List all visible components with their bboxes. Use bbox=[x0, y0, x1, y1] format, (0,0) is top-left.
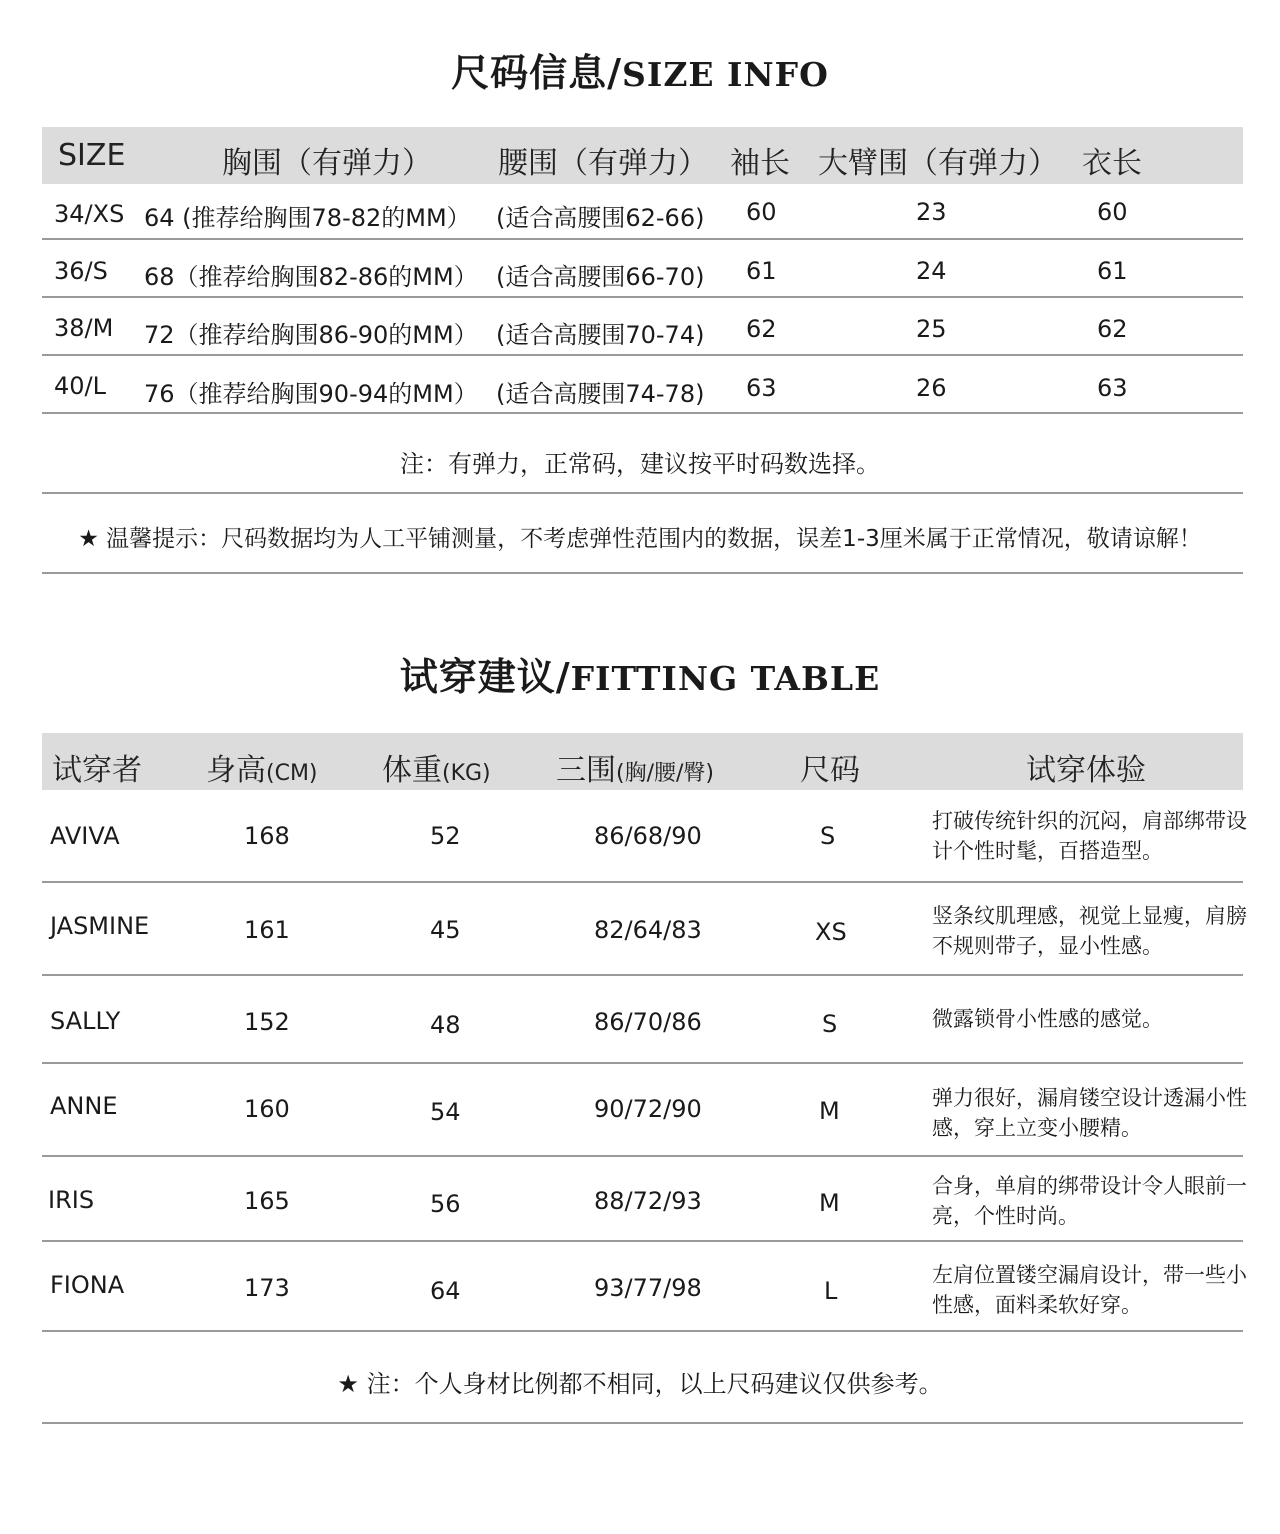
row-divider bbox=[42, 881, 1243, 883]
fit-header-height bbox=[206, 745, 318, 789]
size-info-title bbox=[0, 42, 1280, 97]
chest-cell: 64 (推荐给胸围78-82的MM） bbox=[144, 204, 471, 232]
size-cell: 40/L bbox=[54, 372, 106, 400]
row-divider bbox=[42, 1330, 1243, 1332]
fit-header-weight bbox=[382, 745, 491, 789]
fit-header-weight-unit: (KG) bbox=[442, 761, 491, 786]
waist-cell: (适合高腰围66-70) bbox=[496, 263, 705, 291]
tester-experience: 竖条纹肌理感，视觉上显瘦，肩膀不规则带子，显小性感。 bbox=[932, 904, 1247, 958]
size-header-length: 衣长 bbox=[1082, 146, 1142, 181]
tester-experience: 左肩位置镂空漏肩设计，带一些小性感，面料柔软好穿。 bbox=[932, 1263, 1247, 1317]
sleeve-cell: 60 bbox=[746, 198, 777, 226]
tester-name: FIONA bbox=[50, 1271, 125, 1299]
tester-experience: 打破传统针织的沉闷，肩部绑带设计个性时髦，百搭造型。 bbox=[932, 809, 1247, 863]
tester-weight: 56 bbox=[430, 1190, 461, 1218]
tester-height: 168 bbox=[244, 822, 290, 850]
tester-size: S bbox=[820, 822, 836, 850]
fit-header-height-unit: (CM) bbox=[266, 761, 318, 786]
sleeve-cell: 61 bbox=[746, 257, 777, 285]
fit-header-bwh bbox=[556, 745, 714, 789]
fit-header-tester: 试穿者 bbox=[52, 753, 142, 788]
length-cell: 62 bbox=[1097, 315, 1128, 343]
fit-header-height-label: 身高 bbox=[206, 753, 266, 788]
chest-cell: 76（推荐给胸围90-94的MM） bbox=[144, 380, 478, 408]
row-divider bbox=[42, 1422, 1243, 1424]
fit-header-bwh-label: 三围 bbox=[556, 753, 616, 788]
tester-bwh: 93/77/98 bbox=[594, 1274, 702, 1302]
row-divider bbox=[42, 492, 1243, 494]
tester-weight: 48 bbox=[430, 1011, 461, 1039]
tester-size: M bbox=[819, 1097, 840, 1125]
waist-cell: (适合高腰围74-78) bbox=[496, 380, 705, 408]
size-cell: 36/S bbox=[54, 257, 108, 285]
row-divider bbox=[42, 1062, 1243, 1064]
fitting-title-cn: 试穿建议/ bbox=[399, 655, 571, 699]
sleeve-cell: 62 bbox=[746, 315, 777, 343]
arm-cell: 26 bbox=[916, 374, 947, 402]
row-divider bbox=[42, 974, 1243, 976]
waist-cell: (适合高腰围62-66) bbox=[496, 204, 705, 232]
row-divider bbox=[42, 1240, 1243, 1242]
tester-bwh: 88/72/93 bbox=[594, 1187, 702, 1215]
chest-cell: 68（推荐给胸围82-86的MM） bbox=[144, 263, 478, 291]
size-header-arm: 大臂围（有弹力） bbox=[818, 146, 1058, 181]
size-header-size: SIZE bbox=[58, 138, 126, 173]
tester-height: 165 bbox=[244, 1187, 290, 1215]
size-tip: ★ 温馨提示：尺码数据均为人工平铺测量，不考虑弹性范围内的数据，误差1-3厘米属于正常情况，敬请谅解！ bbox=[78, 526, 1202, 552]
tester-bwh: 86/68/90 bbox=[594, 822, 702, 850]
tester-name: SALLY bbox=[50, 1007, 121, 1035]
sleeve-cell: 63 bbox=[746, 374, 777, 402]
tester-size: S bbox=[822, 1010, 838, 1038]
tester-size: M bbox=[819, 1189, 840, 1217]
tester-bwh: 90/72/90 bbox=[594, 1095, 702, 1123]
fit-header-size: 尺码 bbox=[800, 753, 860, 788]
tester-experience: 微露锁骨小性感的感觉。 bbox=[932, 1007, 1163, 1031]
tester-name: IRIS bbox=[48, 1186, 95, 1214]
size-info-title-en: SIZE INFO bbox=[622, 55, 829, 94]
tester-size: XS bbox=[815, 918, 847, 946]
length-cell: 61 bbox=[1097, 257, 1128, 285]
tester-height: 160 bbox=[244, 1095, 290, 1123]
size-note: 注：有弹力，正常码，建议按平时码数选择。 bbox=[400, 450, 880, 478]
row-divider bbox=[42, 354, 1243, 356]
arm-cell: 23 bbox=[916, 198, 947, 226]
row-divider bbox=[42, 412, 1243, 414]
tester-name: AVIVA bbox=[50, 822, 120, 850]
size-header-waist: 腰围（有弹力） bbox=[498, 146, 708, 181]
arm-cell: 24 bbox=[916, 257, 947, 285]
row-divider bbox=[42, 238, 1243, 240]
fit-header-weight-label: 体重 bbox=[382, 753, 442, 788]
tester-weight: 54 bbox=[430, 1098, 461, 1126]
tester-size: L bbox=[824, 1277, 838, 1305]
tester-bwh: 82/64/83 bbox=[594, 916, 702, 944]
fitting-title bbox=[0, 646, 1280, 701]
tester-height: 152 bbox=[244, 1008, 290, 1036]
tester-height: 161 bbox=[244, 916, 290, 944]
tester-name: JASMINE bbox=[50, 912, 150, 940]
length-cell: 63 bbox=[1097, 374, 1128, 402]
tester-weight: 52 bbox=[430, 822, 461, 850]
tester-experience: 弹力很好，漏肩镂空设计透漏小性感，穿上立变小腰精。 bbox=[932, 1086, 1247, 1140]
tester-experience: 合身，单肩的绑带设计令人眼前一亮，个性时尚。 bbox=[932, 1174, 1247, 1228]
fitting-table-header bbox=[42, 733, 1243, 790]
fitting-note: ★ 注：个人身材比例都不相同，以上尺码建议仅供参考。 bbox=[337, 1370, 943, 1398]
tester-weight: 45 bbox=[430, 916, 461, 944]
row-divider bbox=[42, 572, 1243, 574]
row-divider bbox=[42, 296, 1243, 298]
tester-weight: 64 bbox=[430, 1277, 461, 1305]
fit-header-experience: 试穿体验 bbox=[1026, 753, 1146, 788]
tester-name: ANNE bbox=[50, 1092, 118, 1120]
length-cell: 60 bbox=[1097, 198, 1128, 226]
waist-cell: (适合高腰围70-74) bbox=[496, 321, 705, 349]
fit-header-bwh-unit: (胸/腰/臀) bbox=[616, 761, 714, 786]
fitting-title-en: FITTING TABLE bbox=[570, 659, 881, 698]
size-info-title-cn: 尺码信息/ bbox=[451, 51, 623, 95]
size-cell: 38/M bbox=[54, 314, 114, 342]
row-divider bbox=[42, 1155, 1243, 1157]
tester-height: 173 bbox=[244, 1274, 290, 1302]
size-header-sleeve: 袖长 bbox=[730, 146, 790, 181]
size-header-chest: 胸围（有弹力） bbox=[222, 146, 432, 181]
tester-bwh: 86/70/86 bbox=[594, 1008, 702, 1036]
chest-cell: 72（推荐给胸围86-90的MM） bbox=[144, 321, 478, 349]
size-cell: 34/XS bbox=[54, 200, 125, 228]
size-table-header bbox=[42, 127, 1243, 184]
arm-cell: 25 bbox=[916, 315, 947, 343]
